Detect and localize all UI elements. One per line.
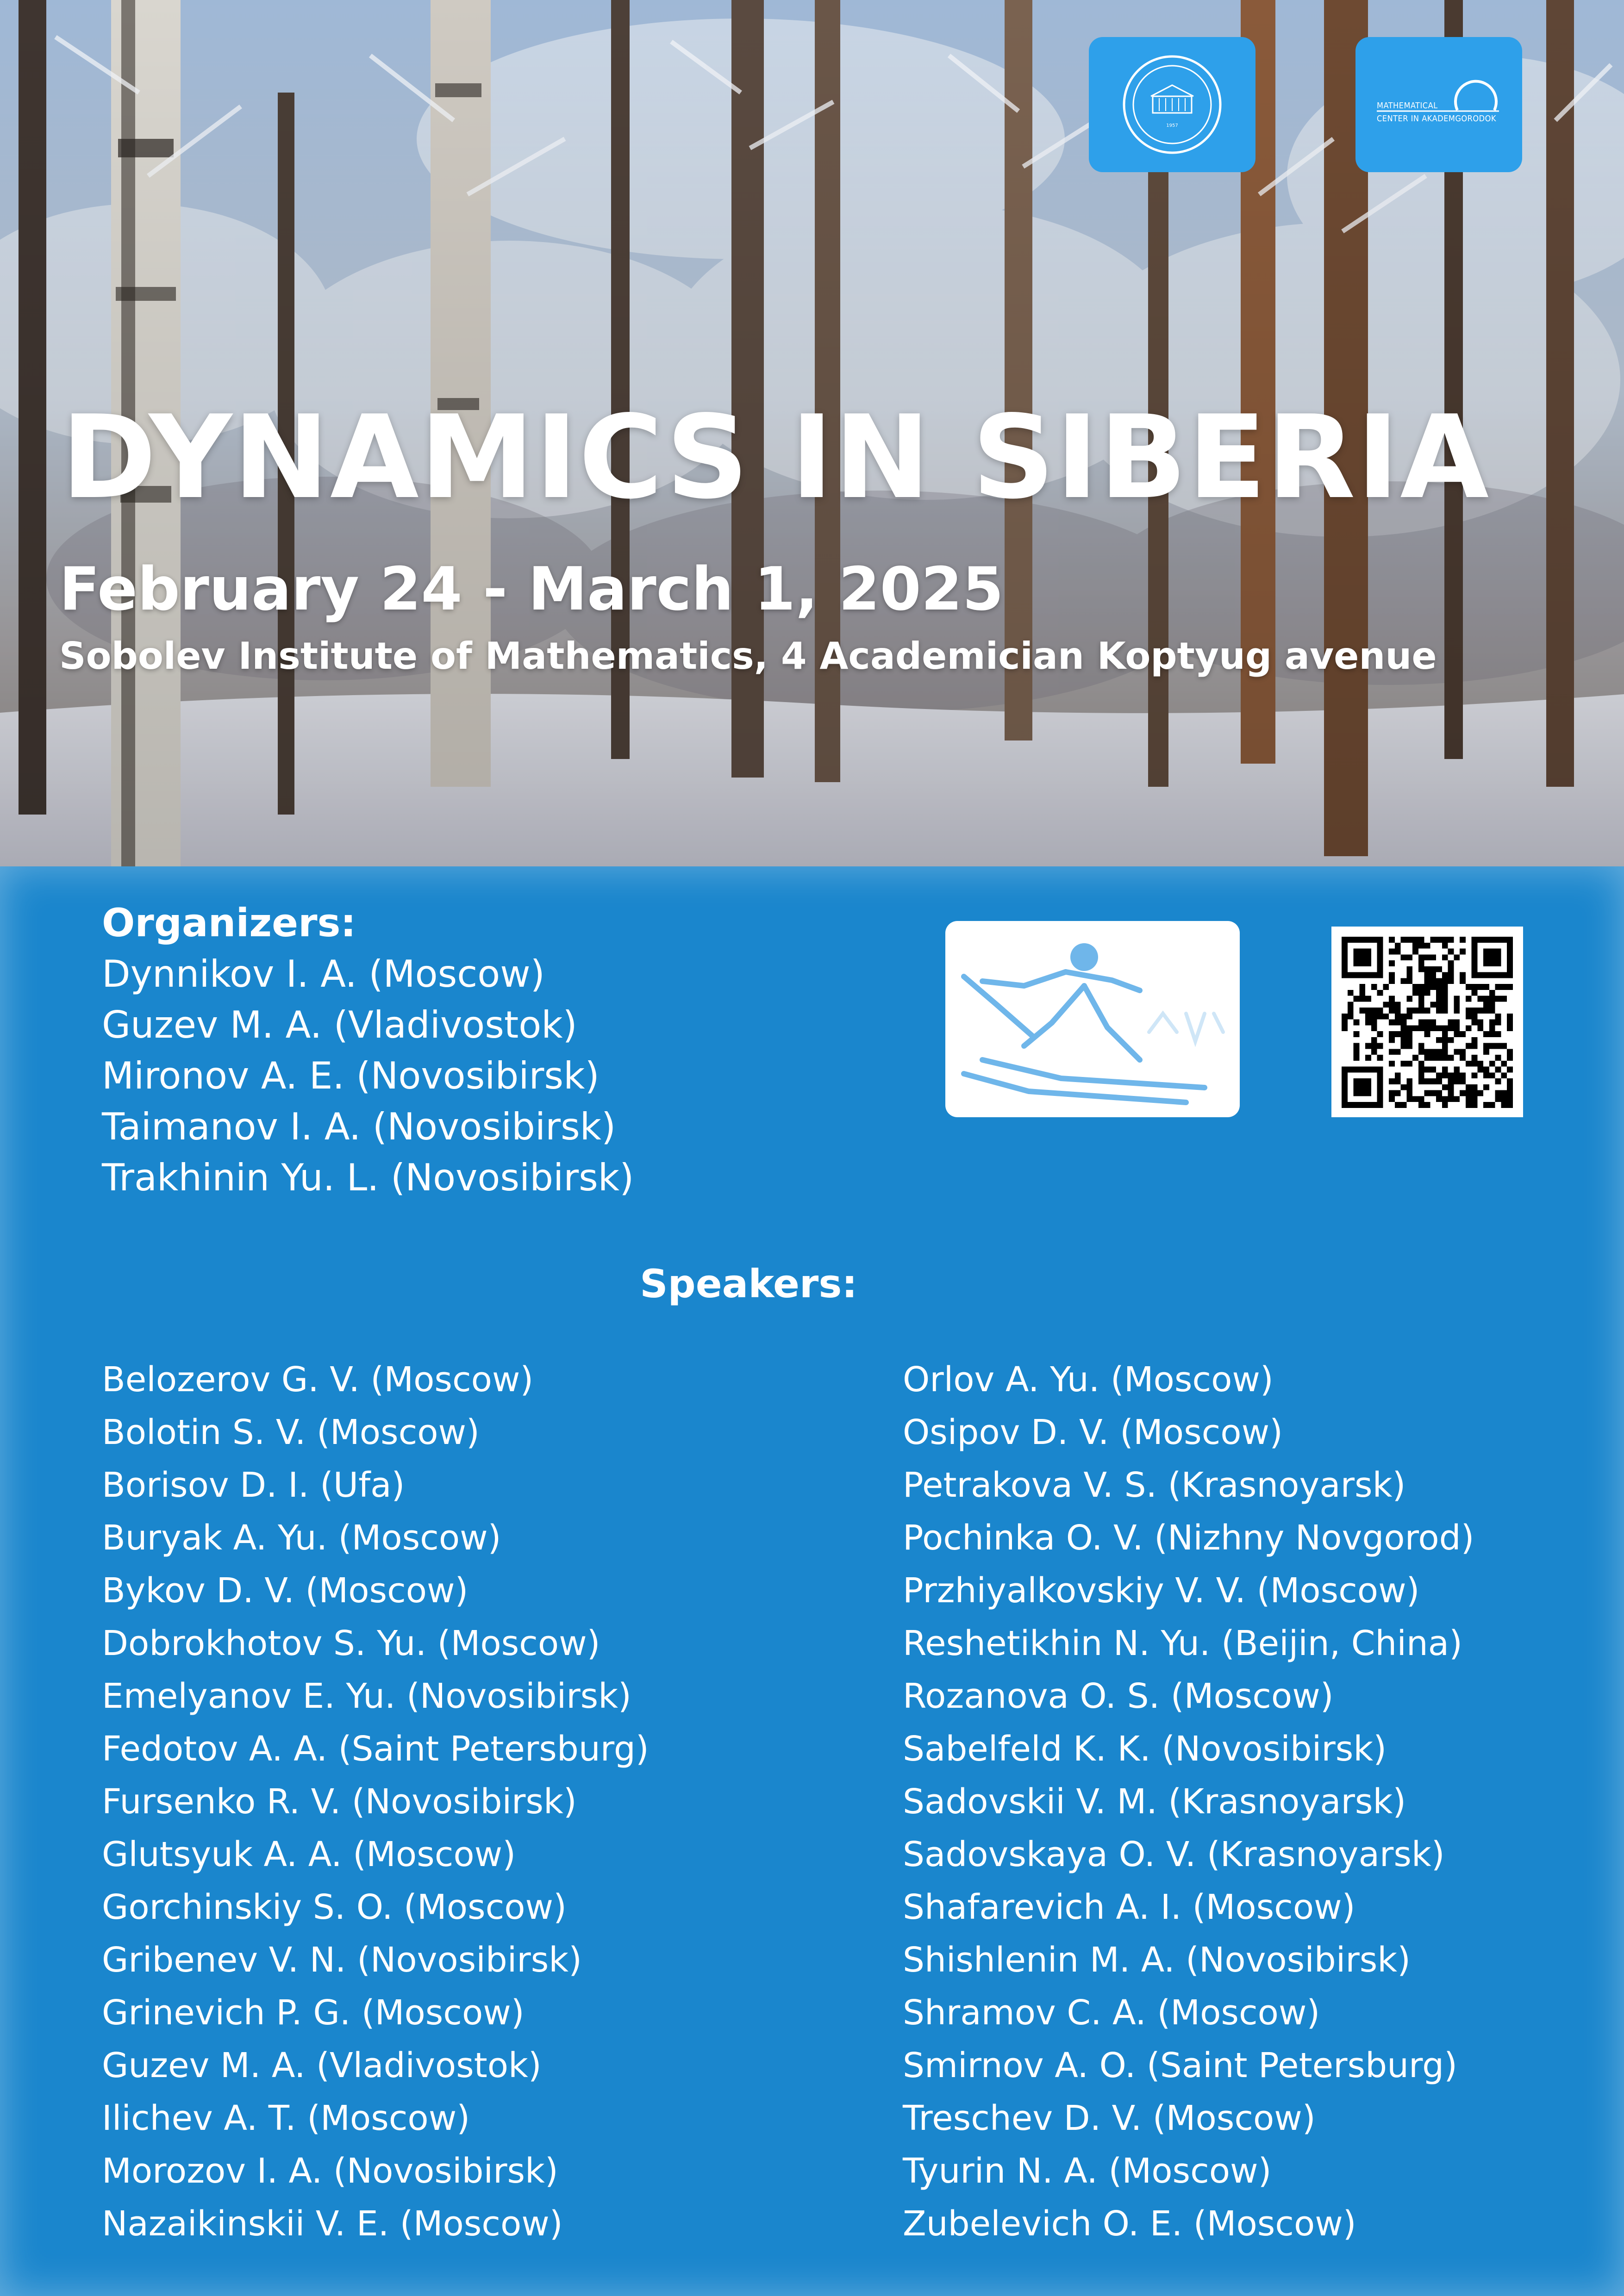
skier-logo-icon [945,921,1240,1117]
speaker-name: Belozerov G. V. (Moscow) [102,1360,534,1400]
speakers-section-header [0,1261,1497,1307]
speaker-name: Sadovskaya O. V. (Krasnoyarsk) [903,1835,1445,1874]
math-center-line2: CENTER IN AKADEMGORODOK [1377,114,1496,124]
speaker-name: Borisov D. I. (Ufa) [102,1465,405,1505]
speakers-list-right [903,1353,1474,2250]
speaker-name: Sadovskii V. M. (Krasnoyarsk) [903,1782,1406,1822]
speaker-name: Emelyanov E. Yu. (Novosibirsk) [102,1676,631,1716]
speaker-name: Gorchinskiy S. O. (Moscow) [102,1887,567,1927]
organizer-name: Guzev M. A. (Vladivostok) [102,1003,577,1046]
speaker-name: Nazaikinskii V. E. (Moscow) [102,2204,563,2244]
institute-seal-logo [1089,37,1255,172]
organizer-name: Trakhinin Yu. L. (Novosibirsk) [102,1156,634,1199]
qr-code[interactable] [1331,927,1523,1117]
qr-code-icon [1342,937,1513,1108]
event-dates: February 24 - March 1, 2025 [59,555,1004,624]
speaker-name: Treschev D. V. (Moscow) [903,2098,1316,2138]
speaker-name: Pochinka O. V. (Nizhny Novgorod) [903,1518,1474,1558]
speaker-name: Rozanova O. S. (Moscow) [903,1676,1334,1716]
organizer-name: Mironov A. E. (Novosibirsk) [102,1054,600,1097]
speaker-name: Przhiyalkovskiy V. V. (Moscow) [903,1571,1420,1611]
info-panel [0,866,1624,2296]
speaker-name: Zubelevich O. E. (Moscow) [903,2204,1356,2244]
speaker-name: Morozov I. A. (Novosibirsk) [102,2151,558,2191]
speakers-list-left [102,1353,649,2250]
speaker-name: Smirnov A. O. (Saint Petersburg) [903,2046,1457,2085]
speaker-name: Osipov D. V. (Moscow) [903,1412,1283,1452]
organizers-heading: Organizers: [102,900,356,946]
speaker-name: Tyurin N. A. (Moscow) [903,2151,1272,2191]
math-center-line1: MATHEMATICAL [1377,101,1438,111]
speaker-name: Dobrokhotov S. Yu. (Moscow) [102,1624,600,1663]
seal-year: 1957 [1166,123,1178,128]
math-center-logo [1355,37,1522,172]
speaker-name: Ilichev A. T. (Moscow) [102,2098,470,2138]
speaker-name: Glutsyuk A. A. (Moscow) [102,1835,516,1874]
organizer-name: Taimanov I. A. (Novosibirsk) [102,1105,616,1148]
speaker-name: Shramov C. A. (Moscow) [903,1993,1320,2033]
speaker-name: Guzev M. A. (Vladivostok) [102,2046,542,2085]
organizers-section [102,900,634,1203]
speaker-name: Gribenev V. N. (Novosibirsk) [102,1940,582,1980]
poster-title: DYNAMICS IN SIBERIA [61,391,1490,524]
institute-seal-icon [1089,37,1255,172]
speaker-name: Petrakova V. S. (Krasnoyarsk) [903,1465,1406,1505]
organizer-name: Dynnikov I. A. (Moscow) [102,952,545,996]
speaker-name: Shishlenin M. A. (Novosibirsk) [903,1940,1411,1980]
speaker-name: Bolotin S. V. (Moscow) [102,1412,480,1452]
speaker-name: Sabelfeld K. K. (Novosibirsk) [903,1729,1387,1769]
speaker-name: Bykov D. V. (Moscow) [102,1571,468,1611]
speakers-heading: Speakers: [640,1261,857,1307]
speaker-name: Fedotov A. A. (Saint Petersburg) [102,1729,649,1769]
speaker-name: Shafarevich A. I. (Moscow) [903,1887,1355,1927]
speaker-name: Buryak A. Yu. (Moscow) [102,1518,501,1558]
speaker-name: Reshetikhin N. Yu. (Beijin, China) [903,1624,1463,1663]
event-venue: Sobolev Institute of Mathematics, 4 Academician Koptyug avenue [59,635,1437,678]
skier-logo [945,921,1240,1117]
speaker-name: Grinevich P. G. (Moscow) [102,1993,525,2033]
speaker-name: Fursenko R. V. (Novosibirsk) [102,1782,577,1822]
organizers-list [102,949,634,1203]
speaker-name: Orlov A. Yu. (Moscow) [903,1360,1274,1400]
hero-photo [0,0,1624,866]
